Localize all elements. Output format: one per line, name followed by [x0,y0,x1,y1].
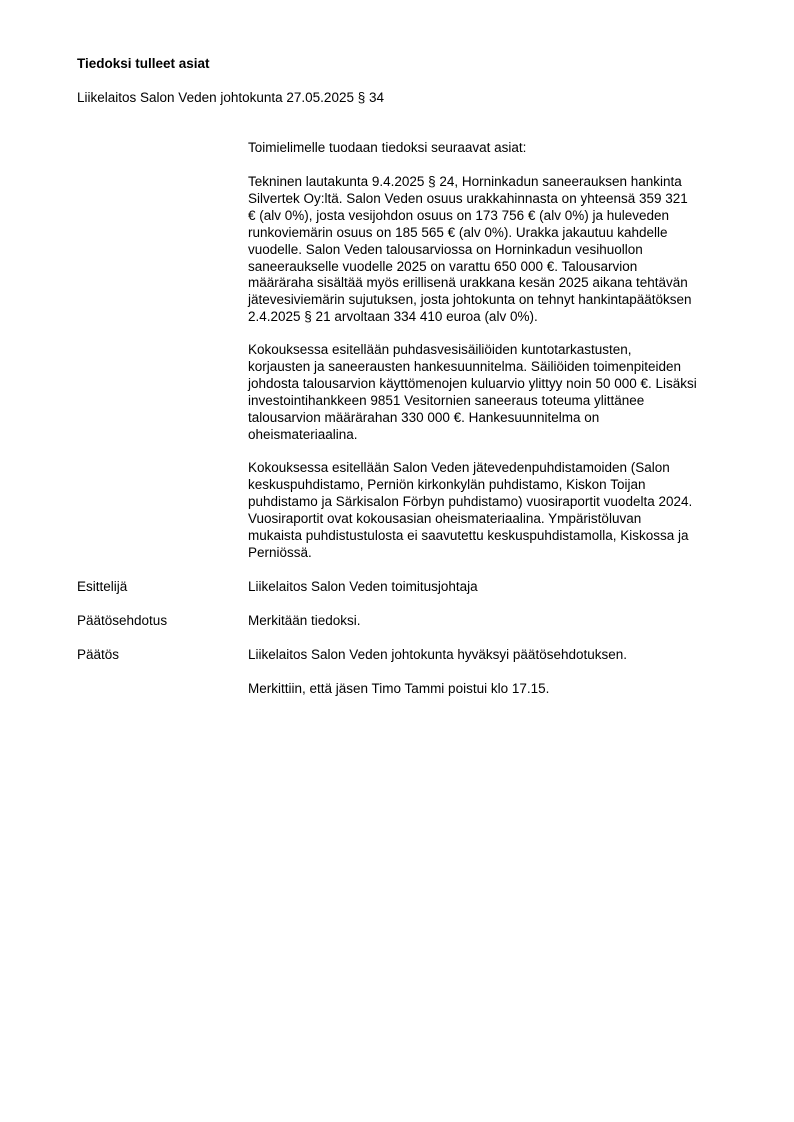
paragraph-line: korjausten ja saneerausten hankesuunnitelma. Säiliöiden toimenpiteiden [248,358,682,374]
paragraph-line: 2.4.2025 § 21 arvoltaan 334 410 euroa (alv 0%). [248,309,538,325]
paragraph-line: Perniössä. [248,544,312,560]
intro-line: Toimielimelle tuodaan tiedoksi seuraavat asiat: [248,140,527,155]
paragraph-line: saneeraukselle vuodelle 2025 on varattu 650 000 €. Talousarvion [248,258,638,274]
paragraph-line: € (alv 0%), josta vesijohdon osuus on 173 756 € (alv 0%) ja huleveden [248,207,670,223]
document-title: Tiedoksi tulleet asiat [77,56,210,71]
paragraph-line: oheismateriaalina. [248,426,358,442]
paragraph-line: Kokouksessa esitellään puhdasvesisäiliöiden kuntotarkastusten, [248,342,632,357]
paragraph-line: investointihankkeen 9851 Vesitornien saneeraus toteuma ylittänee [248,392,645,408]
paragraph-line: Silvertek Oy:ltä. Salon Veden osuus urakkahinnasta on yhteensä 359 321 [248,190,688,206]
meeting-reference: Liikelaitos Salon Veden johtokunta 27.05.2025 § 34 [77,90,384,105]
paragraph-line: vuodelle. Salon Veden talousarviossa on Horninkadun vesihuollon [248,241,643,257]
paragraph-line: mukaista puhdistustulosta ei saavutettu keskuspuhdistamolla, Kiskossa ja [248,527,689,543]
paragraph-annual-reports [248,460,748,561]
paragraph-line: Kokouksessa esitellään Salon Veden jätevedenpuhdistamoiden (Salon [248,460,670,475]
paragraph-technical-board [248,174,748,326]
intro-text [248,140,748,157]
paragraph-line: Tekninen lautakunta 9.4.2025 § 24, Horninkadun saneerauksen hankinta [248,174,682,189]
decision-value: Liikelaitos Salon Veden johtokunta hyväksyi päätösehdotuksen. [248,647,628,662]
decision-note: Merkittiin, että jäsen Timo Tammi poistui klo 17.15. [248,681,550,696]
proposal-label: Päätösehdotus [77,613,168,628]
paragraph-line: jätevesiviemärin sujutuksen, josta johtokunta on tehnyt hankintapäätöksen [248,292,692,308]
paragraph-line: talousarvion määrärahan 330 000 €. Hankesuunnitelma on [248,409,600,425]
proposal-value: Merkitään tiedoksi. [248,613,361,628]
paragraph-reservoir-plan [248,342,748,443]
decision-label: Päätös [77,647,120,662]
paragraph-line: Vuosiraportit ovat kokousasian oheismateriaalina. Ympäristöluvan [248,510,642,526]
paragraph-line: runkoviemärin osuus on 185 565 € (alv 0%). Urakka jakautuu kahdelle [248,224,668,240]
paragraph-line: keskuspuhdistamo, Perniön kirkonkylän puhdistamo, Kiskon Toijan [248,476,646,492]
presenter-label: Esittelijä [77,579,128,594]
presenter-value: Liikelaitos Salon Veden toimitusjohtaja [248,579,478,594]
paragraph-line: johdosta talousarvion käyttömenojen kuluarvio ylittyy noin 50 000 €. Lisäksi [248,375,697,391]
paragraph-line: puhdistamo ja Särkisalon Förbyn puhdistamo) vuosiraportit vuodelta 2024. [248,493,693,509]
paragraph-line: määräraha sisältää myös erillisenä urakkana kesän 2025 aikana tehtävän [248,275,688,291]
